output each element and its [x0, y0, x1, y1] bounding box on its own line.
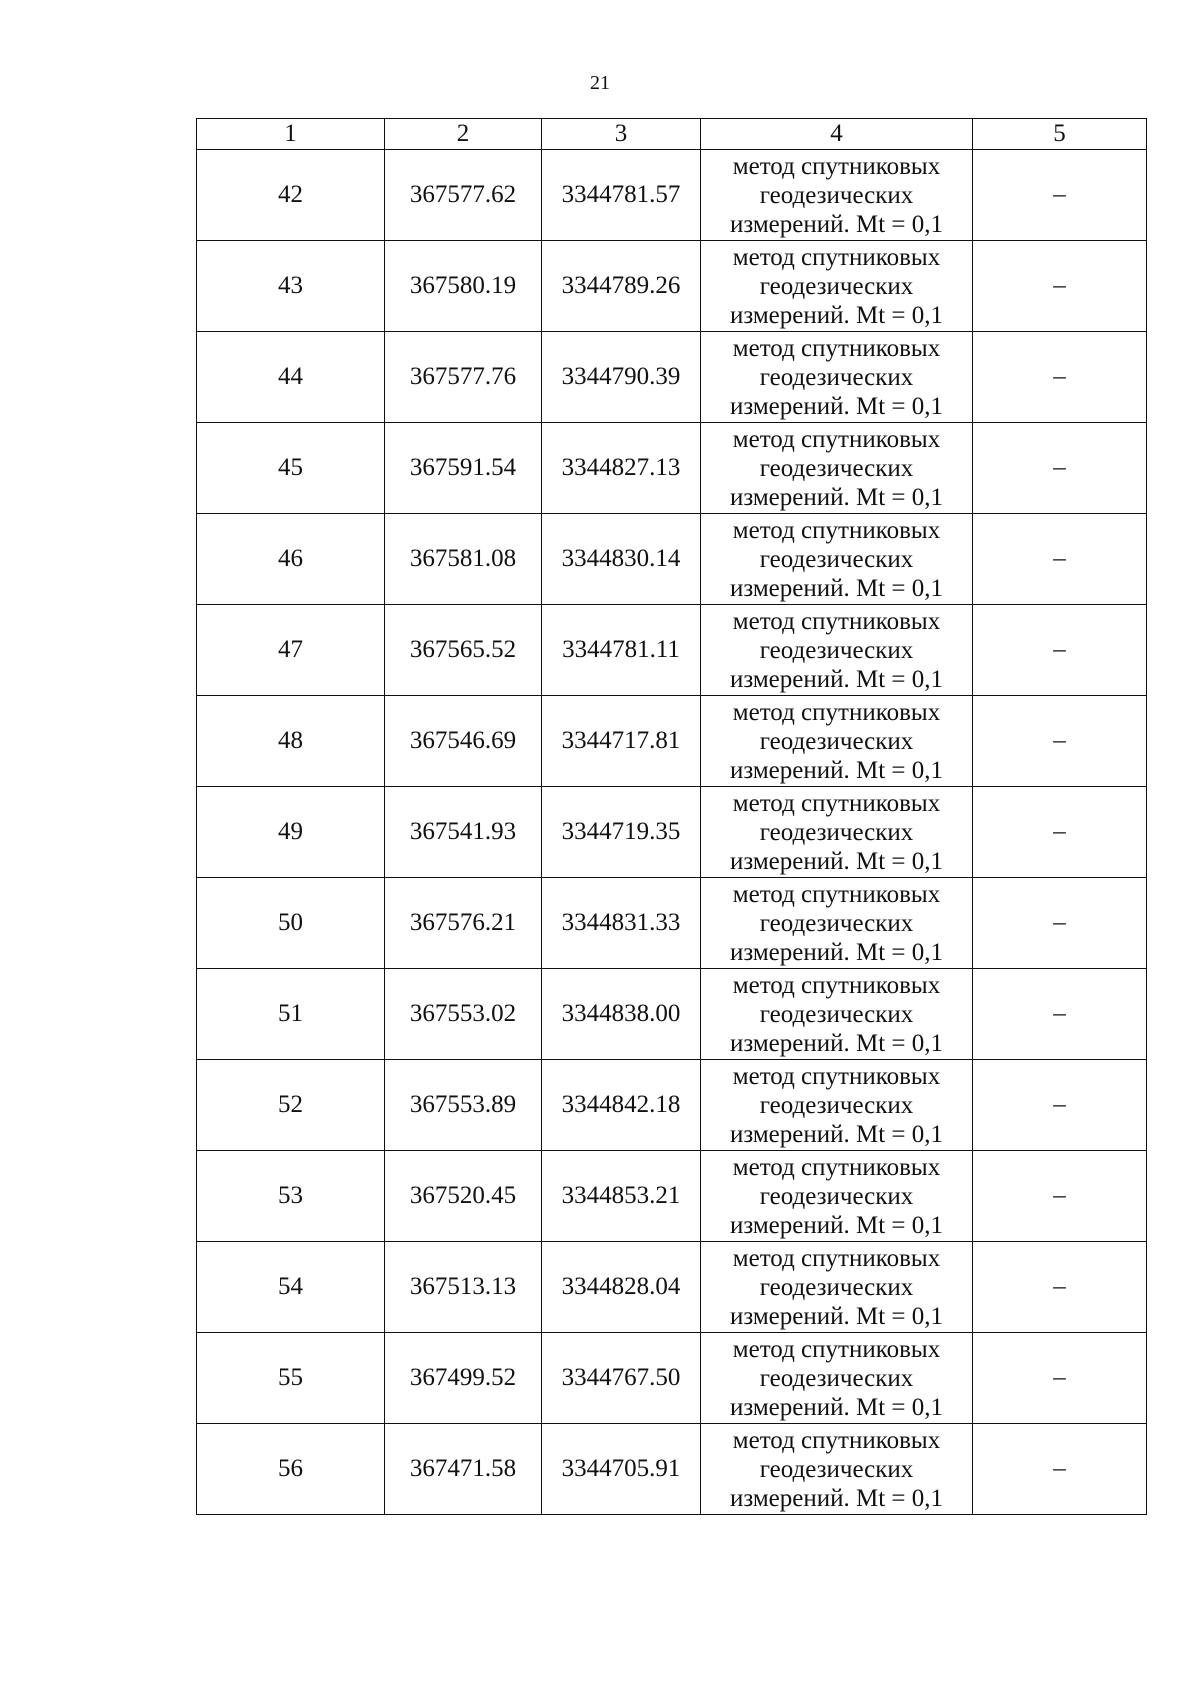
- note-cell: –: [973, 1151, 1147, 1242]
- method-text-line: геодезических: [759, 727, 914, 755]
- point-number-cell: 44: [197, 332, 385, 423]
- method-text-line: метод спутниковых: [732, 1062, 941, 1090]
- table-row: [197, 1424, 1147, 1515]
- method-text-line: измерений. Mt = 0,1: [729, 1029, 944, 1057]
- x-coordinate-cell: 367577.76: [385, 332, 542, 423]
- point-number-cell: 43: [197, 241, 385, 332]
- y-coordinate-cell: 3344831.33: [542, 878, 701, 969]
- table-row: [197, 1242, 1147, 1333]
- method-cell: [701, 605, 973, 696]
- y-coordinate-cell: 3344828.04: [542, 1242, 701, 1333]
- method-text-line: геодезических: [759, 1182, 914, 1210]
- method-cell: [701, 241, 973, 332]
- method-text-line: измерений. Mt = 0,1: [729, 210, 944, 238]
- method-text-line: геодезических: [759, 1091, 914, 1119]
- x-coordinate-cell: 367565.52: [385, 605, 542, 696]
- header-row: [197, 119, 1147, 150]
- y-coordinate-cell: 3344790.39: [542, 332, 701, 423]
- x-coordinate-cell: 367553.89: [385, 1060, 542, 1151]
- method-cell: [701, 696, 973, 787]
- table-row: [197, 423, 1147, 514]
- method-text-line: геодезических: [759, 909, 914, 937]
- method-text-line: метод спутниковых: [732, 334, 941, 362]
- method-text-line: метод спутниковых: [732, 880, 941, 908]
- note-cell: –: [973, 696, 1147, 787]
- method-text-line: измерений. Mt = 0,1: [729, 483, 944, 511]
- point-number-cell: 53: [197, 1151, 385, 1242]
- note-cell: –: [973, 150, 1147, 241]
- note-cell: –: [973, 514, 1147, 605]
- y-coordinate-cell: 3344767.50: [542, 1333, 701, 1424]
- point-number-cell: 42: [197, 150, 385, 241]
- point-number-cell: 46: [197, 514, 385, 605]
- y-coordinate-cell: 3344781.57: [542, 150, 701, 241]
- method-text-line: измерений. Mt = 0,1: [729, 1211, 944, 1239]
- method-cell: [701, 1333, 973, 1424]
- method-cell: [701, 150, 973, 241]
- y-coordinate-cell: 3344827.13: [542, 423, 701, 514]
- table-row: [197, 1151, 1147, 1242]
- method-cell: [701, 1424, 973, 1515]
- method-cell: [701, 878, 973, 969]
- method-text-line: измерений. Mt = 0,1: [729, 301, 944, 329]
- table-row: [197, 1060, 1147, 1151]
- y-coordinate-cell: 3344842.18: [542, 1060, 701, 1151]
- table-body: [197, 150, 1147, 1515]
- point-number-cell: 51: [197, 969, 385, 1060]
- x-coordinate-cell: 367520.45: [385, 1151, 542, 1242]
- x-coordinate-cell: 367581.08: [385, 514, 542, 605]
- method-text-line: метод спутниковых: [732, 607, 941, 635]
- point-number-cell: 50: [197, 878, 385, 969]
- point-number-cell: 54: [197, 1242, 385, 1333]
- table-row: [197, 332, 1147, 423]
- table-row: [197, 787, 1147, 878]
- method-cell: [701, 514, 973, 605]
- method-cell: [701, 1060, 973, 1151]
- y-coordinate-cell: 3344853.21: [542, 1151, 701, 1242]
- method-text-line: измерений. Mt = 0,1: [729, 847, 944, 875]
- x-coordinate-cell: 367499.52: [385, 1333, 542, 1424]
- method-text-line: метод спутниковых: [732, 1153, 941, 1181]
- method-text-line: метод спутниковых: [732, 698, 941, 726]
- table-header: [197, 119, 1147, 150]
- note-cell: –: [973, 1424, 1147, 1515]
- x-coordinate-cell: 367576.21: [385, 878, 542, 969]
- table-row: [197, 1333, 1147, 1424]
- x-coordinate-cell: 367577.62: [385, 150, 542, 241]
- note-cell: –: [973, 1333, 1147, 1424]
- table-row: [197, 605, 1147, 696]
- method-text-line: метод спутниковых: [732, 425, 941, 453]
- table-row: [197, 514, 1147, 605]
- method-text-line: метод спутниковых: [732, 1335, 941, 1363]
- page-number: 21: [590, 72, 610, 94]
- note-cell: –: [973, 1060, 1147, 1151]
- note-cell: –: [973, 1242, 1147, 1333]
- method-cell: [701, 1151, 973, 1242]
- y-coordinate-cell: 3344719.35: [542, 787, 701, 878]
- table-row: [197, 969, 1147, 1060]
- point-number-cell: 45: [197, 423, 385, 514]
- method-text-line: метод спутниковых: [732, 789, 941, 817]
- header-col-3: 3: [542, 119, 701, 150]
- method-text-line: геодезических: [759, 1273, 914, 1301]
- y-coordinate-cell: 3344717.81: [542, 696, 701, 787]
- x-coordinate-cell: 367513.13: [385, 1242, 542, 1333]
- x-coordinate-cell: 367546.69: [385, 696, 542, 787]
- note-cell: –: [973, 605, 1147, 696]
- coordinates-table: [196, 118, 1147, 1515]
- method-text-line: геодезических: [759, 363, 914, 391]
- x-coordinate-cell: 367471.58: [385, 1424, 542, 1515]
- method-text-line: измерений. Mt = 0,1: [729, 574, 944, 602]
- table-row: [197, 241, 1147, 332]
- method-text-line: геодезических: [759, 636, 914, 664]
- method-text-line: метод спутниковых: [732, 1244, 941, 1272]
- x-coordinate-cell: 367591.54: [385, 423, 542, 514]
- method-text-line: измерений. Mt = 0,1: [729, 392, 944, 420]
- method-text-line: измерений. Mt = 0,1: [729, 756, 944, 784]
- method-cell: [701, 332, 973, 423]
- x-coordinate-cell: 367541.93: [385, 787, 542, 878]
- method-text-line: метод спутниковых: [732, 243, 941, 271]
- header-col-5: 5: [973, 119, 1147, 150]
- method-text-line: измерений. Mt = 0,1: [729, 938, 944, 966]
- method-text-line: измерений. Mt = 0,1: [729, 665, 944, 693]
- note-cell: –: [973, 878, 1147, 969]
- method-text-line: метод спутниковых: [732, 971, 941, 999]
- method-text-line: измерений. Mt = 0,1: [729, 1302, 944, 1330]
- y-coordinate-cell: 3344789.26: [542, 241, 701, 332]
- point-number-cell: 55: [197, 1333, 385, 1424]
- table-row: [197, 150, 1147, 241]
- table-row: [197, 878, 1147, 969]
- method-text-line: геодезических: [759, 272, 914, 300]
- method-text-line: метод спутниковых: [732, 516, 941, 544]
- method-cell: [701, 787, 973, 878]
- note-cell: –: [973, 969, 1147, 1060]
- method-text-line: геодезических: [759, 181, 914, 209]
- y-coordinate-cell: 3344705.91: [542, 1424, 701, 1515]
- method-cell: [701, 1242, 973, 1333]
- point-number-cell: 47: [197, 605, 385, 696]
- x-coordinate-cell: 367580.19: [385, 241, 542, 332]
- method-text-line: измерений. Mt = 0,1: [729, 1393, 944, 1421]
- method-text-line: геодезических: [759, 1455, 914, 1483]
- point-number-cell: 56: [197, 1424, 385, 1515]
- header-col-4: 4: [701, 119, 973, 150]
- y-coordinate-cell: 3344830.14: [542, 514, 701, 605]
- method-text-line: метод спутниковых: [732, 1426, 941, 1454]
- method-text-line: геодезических: [759, 1364, 914, 1392]
- method-text-line: геодезических: [759, 545, 914, 573]
- note-cell: –: [973, 241, 1147, 332]
- note-cell: –: [973, 332, 1147, 423]
- point-number-cell: 48: [197, 696, 385, 787]
- method-text-line: измерений. Mt = 0,1: [729, 1120, 944, 1148]
- header-col-1: 1: [197, 119, 385, 150]
- method-text-line: геодезических: [759, 818, 914, 846]
- method-cell: [701, 423, 973, 514]
- method-text-line: геодезических: [759, 454, 914, 482]
- point-number-cell: 49: [197, 787, 385, 878]
- method-cell: [701, 969, 973, 1060]
- note-cell: –: [973, 423, 1147, 514]
- method-text-line: метод спутниковых: [732, 152, 941, 180]
- y-coordinate-cell: 3344838.00: [542, 969, 701, 1060]
- note-cell: –: [973, 787, 1147, 878]
- table-row: [197, 696, 1147, 787]
- method-text-line: измерений. Mt = 0,1: [729, 1484, 944, 1512]
- x-coordinate-cell: 367553.02: [385, 969, 542, 1060]
- y-coordinate-cell: 3344781.11: [542, 605, 701, 696]
- method-text-line: геодезических: [759, 1000, 914, 1028]
- header-col-2: 2: [385, 119, 542, 150]
- point-number-cell: 52: [197, 1060, 385, 1151]
